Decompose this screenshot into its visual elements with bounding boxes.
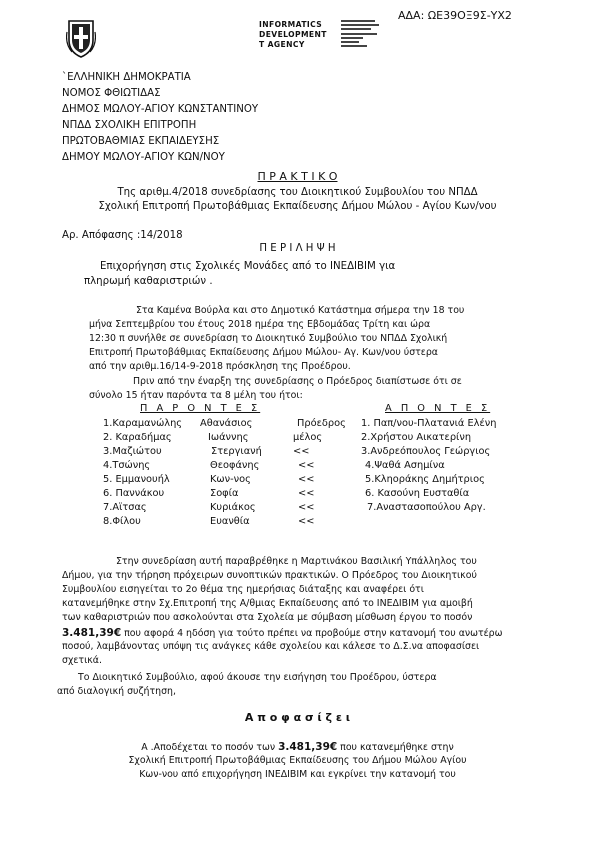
present-member: 8.Φίλου [103, 516, 141, 527]
body-line-amount [62, 627, 502, 640]
member-role: << [298, 502, 315, 513]
intro-line: από την αριθμ.16/14-9-2018 πρόσκληση της Προέδρου. [89, 361, 351, 372]
ada-code: ΑΔΑ: ΩΕ39ΟΞ9Σ-ΥΧ2 [398, 9, 512, 22]
present-member-first-name: Στεργιανή [211, 446, 262, 457]
decision-line [0, 741, 595, 754]
amount: 3.481,39€ [62, 627, 122, 639]
intro-line: Στα Καμένα Βούρλα και στο Δημοτικό Κατάστημα σήμερα την 18 του [136, 305, 465, 316]
decides-heading: Α π ο φ α σ ί ζ ε ι [244, 711, 351, 724]
header-line: ΝΟΜΟΣ ΦΘΙΩΤΙΔΑΣ [62, 88, 161, 99]
logo-word: INFORMATICS [259, 20, 323, 29]
quorum-line: Πριν από την έναρξη της συνεδρίασης ο Πρόεδρος διαπίστωσε ότι σε [133, 376, 462, 387]
body-line: Δήμου, για την τήρηση πρόχειρων συνοπτικών πρακτικών. Ο Πρόεδρος του Διοικητικού [62, 570, 477, 581]
intro-line: μήνα Σεπτεμβρίου του έτους 2018 ημέρα της Εβδομάδας Τρίτη και ώρα [89, 319, 431, 330]
attendance-row [0, 460, 595, 473]
member-role: << [293, 446, 310, 457]
body-line: ποσού, λαμβάνοντας υπόψη τις ανάγκες κάθε σχολείου και κάλεσε το Δ.Σ.να αποφασίσει [62, 641, 480, 652]
summary-line: Επιχορήγηση στις Σχολικές Μονάδες από το ΙΝΕΔΙΒΙΜ για [100, 261, 396, 272]
member-role: << [298, 474, 315, 485]
quorum-line: σύνολο 15 ήταν παρόντα τα 8 μέλη του ήτοι: [89, 390, 303, 401]
present-header: Π Α Ρ Ο Ν Τ Ε Σ [140, 403, 261, 414]
summary-line: πληρωμή καθαριστριών . [84, 276, 213, 287]
attendance-row [0, 488, 595, 501]
attendance-row [0, 516, 595, 529]
body-text: που αφορά 4 ηδόση για τούτο πρέπει να προβούμε στην κατανομή του ανωτέρω [124, 628, 503, 639]
decision-text: που κατανεμήθηκε στην [340, 742, 454, 753]
summary-label: Π Ε Ρ Ι Λ Η Ψ Η [259, 243, 336, 254]
member-role: << [298, 516, 315, 527]
decision-line: Σχολική Επιτροπή Πρωτοβάθμιας Εκπαίδευσης του Δήμου Μώλου Αγίου [128, 755, 467, 766]
attendance-row [0, 446, 595, 459]
present-member-first-name: Σοφία [210, 488, 239, 499]
header-line: ΔΗΜΟΥ ΜΩΛΟΥ-ΑΓΙΟΥ ΚΩΝ/ΝΟΥ [62, 152, 225, 163]
present-member-first-name: Κυριάκος [210, 502, 256, 513]
member-role: μέλος [293, 432, 323, 443]
subtitle-line: Σχολική Επιτροπή Πρωτοβάθμιας Εκπαίδευσης Δήμου Μώλου - Αγίου Κων/νου [98, 201, 497, 212]
absent-member: 7.Αναστασοπούλου Αργ. [367, 502, 486, 513]
absent-member: 1. Παπ/νου-Πλατανιά Ελένη [361, 418, 497, 429]
decision-text: Α .Αποδέχεται το ποσόν των [141, 742, 276, 753]
body-line: κατανεμήθηκε στην Σχ.Επιτροπή της Α/θμιας Εκπαίδευσης από το ΙΝΕΔΙΒΙΜ για αμοιβή [62, 598, 473, 609]
absent-header: Α Π Ο Ν Τ Ε Σ [385, 403, 491, 414]
attendance-row [0, 432, 595, 445]
greek-emblem-icon [66, 18, 96, 58]
subtitle-line: Της αριθμ.4/2018 συνεδρίασης του Διοικητικού Συμβουλίου του ΝΠΔΔ [117, 187, 478, 198]
absent-member: 2.Χρήστου Αικατερίνη [361, 432, 472, 443]
attendance-header [0, 403, 595, 416]
board-line: Το Διοικητικό Συμβούλιο, αφού άκουσε την εισήγηση του Προέδρου, ύστερα [78, 672, 437, 683]
absent-member: 4.Ψαθά Ασημίνα [365, 460, 445, 471]
header-line: `ΕΛΛΗΝΙΚΗ ΔΗΜΟΚΡΑΤΙΑ [62, 72, 191, 83]
present-member: 5. Εμμανουήλ [103, 474, 170, 485]
absent-member: 5.Κληοράκης Δημήτριος [365, 474, 485, 485]
header-line: ΠΡΩΤΟΒΑΘΜΙΑΣ ΕΚΠΑΙΔΕΥΣΗΣ [62, 136, 220, 147]
present-member-first-name: Θεοφάνης [210, 460, 260, 471]
decision-line: Κων-νου από επιχορήγηση ΙΝΕΔΙΒΙΜ και εγκρίνει την κατανομή του [139, 769, 456, 780]
present-member-first-name: Ιωάννης [208, 432, 249, 443]
attendance-row [0, 418, 595, 431]
board-line: από διαλογική συζήτηση, [57, 686, 176, 697]
present-member: 3.Μαζιώτου [103, 446, 162, 457]
body-line: Στην συνεδρίαση αυτή παραβρέθηκε η Μαρτινάκου Βασιλική Υπάλληλος του [116, 556, 477, 567]
intro-line: 12:30 π συνήλθε σε συνεδρίαση το Διοικητικό Συμβούλιο του ΝΠΔΔ Σχολική [89, 333, 448, 344]
decision-number: Αρ. Απόφασης :14/2018 [62, 230, 183, 241]
logo-word: DEVELOPMENT [259, 30, 327, 39]
document-title: Π Ρ Α Κ Τ Ι Κ Ο [257, 170, 338, 183]
present-member: 6. Παννάκου [103, 488, 165, 499]
present-member-first-name: Ευανθία [210, 516, 250, 527]
header-line: ΝΠΔΔ ΣΧΟΛΙΚΗ ΕΠΙΤΡΟΠΗ [62, 120, 197, 131]
member-role: << [298, 460, 315, 471]
agency-logo [259, 20, 379, 54]
present-member: 2. Καραδήμας [103, 432, 172, 443]
logo-small-print [341, 20, 381, 49]
header-line: ΔΗΜΟΣ ΜΩΛΟΥ-ΑΓΙΟΥ ΚΩΝΣΤΑΝΤΙΝΟΥ [62, 104, 259, 115]
absent-member: 3.Ανδρεόπουλος Γεώργιος [361, 446, 491, 457]
member-role: Πρόεδρος [297, 418, 346, 429]
decision-amount: 3.481,39€ [278, 741, 338, 753]
attendance-row [0, 474, 595, 487]
body-line: σχετικά. [62, 655, 102, 666]
present-member-first-name: Αθανάσιος [200, 418, 253, 429]
present-member: 4.Τσώνης [103, 460, 151, 471]
intro-line: Επιτροπή Πρωτοβάθμιας Εκπαίδευσης Δήμου Μώλου- Αγ. Κων/νου ύστερα [89, 347, 438, 358]
present-member: 7.Αϊτσας [103, 502, 147, 513]
member-role: << [298, 488, 315, 499]
attendance-row [0, 502, 595, 515]
absent-member: 6. Κασούνη Ευσταθία [365, 488, 470, 499]
logo-word: T AGENCY [259, 40, 305, 49]
present-member: 1.Καραμανώλης [103, 418, 183, 429]
present-member-first-name: Κων-νος [210, 474, 251, 485]
body-line: Συμβουλίου εισηγείται το 2ο θέμα της ημερήσιας διάταξης και αναφέρει ότι [62, 584, 424, 595]
body-line: των καθαριστριών που ασκολούνται στα Σχολεία με σύμβαση μίσθωση έργου το ποσόν [62, 612, 473, 623]
